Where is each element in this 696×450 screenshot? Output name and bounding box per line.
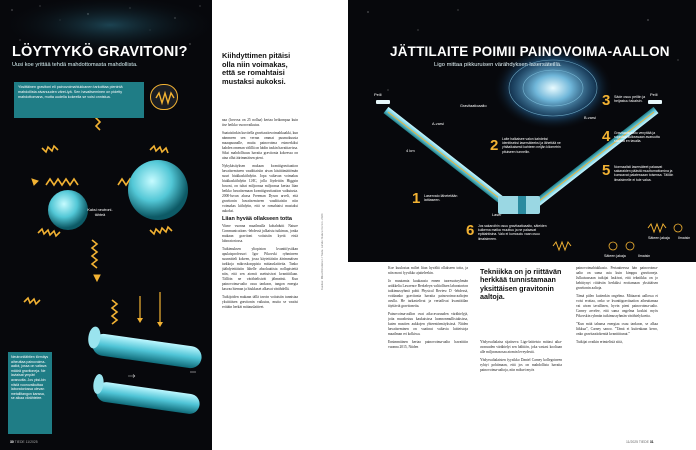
splitter-label: Säteen jakaja [604, 254, 626, 258]
step-3-text: Säde osuu peiliin ja heijastuu takaisin. [614, 95, 646, 104]
left-col-para: Viime vuonna maailmalla kohahdutti Nature Communications -lehdessä julkaistu tutkimus, jonka mukaan gravitoni voitaisiin kyetä etsiä laboratoriossa. [222, 224, 298, 243]
intro-text: Yksittäinen gravitoni eli painovoimahiukkanen tarkoittaa pienintä mahdollista aivanuuden värei-lyä. Sen havaitseminen on pidetty mahdottomana, mutta uudella kokeella se voisi onnistua. [18, 85, 123, 99]
right-footer [626, 440, 654, 444]
step-1-text: Laservalo lähetetään lattiaseen. [424, 194, 458, 203]
right-col-para: Painovoima-aallon ovat aika-avaruuden värähtelyjä, joita muodostuu kaukaisissa luonnonmullistuksissa, kuten mustien aukkojen yhteentörmäyksissä. Niiden havaitseminen on vaatinut valtavia laitteistoja maailman eri kolkissa. [388, 312, 468, 336]
graviton-infographic [0, 0, 212, 450]
mirror-left-label: Peili [374, 92, 382, 97]
page-title: LÖYTYYKÖ GRAVITONI? [12, 44, 188, 60]
right-mag-name: TIEDE [638, 440, 649, 444]
left-issue: 11/2025 [25, 440, 38, 444]
mirror-right-label: Peili [650, 92, 658, 97]
step-1-number: 1 [412, 190, 421, 207]
left-col-para: naa (lorvosa on 25 nollaa) kertaa heikompaa kuin itse heikko vuorovaikutus. [222, 118, 298, 127]
step-6-text: Jos sakaroihin osuu gravitaatioaalto, säteiden kulkema matka muuttuu ja ne palaavat epätahtisina. Valo ei kumoudu vaan osuu ilmaisimeen. [478, 224, 547, 241]
step-5-number: 5 [602, 162, 611, 179]
gw-label: Gravitaatioaalto [460, 104, 487, 108]
ligo-subtitle: Ligo mittaa pikkuruisen värähdyksen lasersäteillä. [434, 62, 562, 68]
arm-a-label: A-varsi [432, 122, 444, 126]
page-subtitle: Uusi koe yrittää tehdä mahdottomasta mahdollista. [12, 62, 138, 68]
left-col-para: Saataisiinkin kuvitella gravitaatiovoimahkaakki, kun nämmeen sen verran ommat puumokuusta maaapuunalle, mutta painovoima esimerkiksi kahden omenan välillä on hädin tuskin havaittavissa. Siksi mahdollisuus havaita gravitonia kokeessa on aina ollut äärimmäisen pieni. [222, 131, 298, 160]
intro-box [14, 82, 144, 118]
neutron-text: Neutronitähtien törmäys aiheuttaa painovoima-aallot, jossa on valtava määrä gravitoneja. Ne laviaisat ympäri avaruutta. Jos yksi-kin niistä vuorovaikuttaa laboratoriossa olevan metallitangon kanssa, se aikaa värähtelee. [11, 355, 49, 401]
right-col-para: Yhdysvaltalaisten fyysikko Daniel Carney kollegoineen ryhtyi pohtimaan, että jos on mahdollista havaita painovoima-aaltoja, niin miksei myös [480, 358, 562, 372]
left-pullquote: Kiihdyttimen pitäisi olla niin voimakas, että se romahtaisi mustaksi aukoksi. [222, 51, 291, 86]
graviton-wave-icon [150, 84, 178, 110]
arm-b-label: B-varsi [584, 116, 596, 120]
stars-label: Kaksi neutroni-tähteä [87, 208, 113, 217]
right-col-para: ”Kun mitä tahansa energiaa osuu tankoon, se alkaa liikkua”, Carney sanoo. ”Tämä ei kuitenkaan kerro, onko gravitaatiokenttä kvanttittunut.” [576, 322, 658, 336]
right-col-para: painovoimahiukkasia. Periaatteessa hän painovoima-aalto on sama asia kuin kimppu gravitoneja. Julkaisussaan tutkijat laskivat, että tekniikka on jo kehittynyt riittävän herkäksi erottamaan yksittäisen gravitonin aaltoja. [576, 266, 658, 290]
right-pullquote: Tekniikka on jo riittävän herkkää tunnistamaan yksittäisen gravitonin aaltoja. [480, 267, 562, 302]
step-5-text: Normaalisti lasersäteet palaavat sakaraiden päästä muuttumattomina ja kumoavat palatessaan toisensa. Tällöin ilmaisimelle ei tule valoa. [614, 165, 674, 182]
right-col-para: Koe kuulostaa miltei liian hyvältä ollakseen totta, ja niin moni fyysikko ajatteleekin. [388, 266, 468, 275]
arm-length-label: 4 km [406, 148, 415, 153]
step-2-text: Laite halkaisee valon kahdeksi identtiseksi lasersäteeksi ja lähettää ne yhtäaikaisesti kahteen neljän kilometrin pituiseen tunneliin. [502, 137, 561, 154]
step-3-number: 3 [602, 92, 611, 109]
right-col-para: Tämä piileo kuitenkin ongelma. Mittaavat aallossa ei voisi erottaa, onko se kvanttigravitaation aiheuttamaa vai aivan tavallinen, hyvin pieni painovoima-aalto. Carney arvelee, että sama ongelma koskisi myös Pikovskin ryhmän tutkimusryhmän värähtelykoetta. [576, 294, 658, 318]
left-footer [10, 440, 38, 444]
detector-label-b: Ilmaisin [678, 236, 691, 240]
image-credits: Kuvitus: Mika Riiheläinen / Tiede. Lähde: Nature Comm. 2024 [320, 213, 324, 290]
right-column-2 [480, 340, 562, 442]
right-col-para: Yhdysvaltalaisa sijaitseva Ligo-laitteisto mittasi aika-avaruuden värähtelyt sen hälttiön, joka vastasi kooltaan alle miljoonasosaa atomin leveydestä. [480, 340, 562, 354]
splitter-label-b: Säteen jakaja [648, 236, 670, 240]
right-issue: 11/2025 [626, 440, 639, 444]
right-page-number: 31 [649, 440, 654, 444]
left-column-1 [222, 118, 298, 446]
step-4-text: Gravitaatioaalto venyttää ja supistaa kulkeasaan avaruutta sakaria en tavalla. [614, 131, 660, 144]
left-col-para: Tutkimuksen yliopiston kvanttifysiikan apulaisprofessori Igor Pikovski ryhmineen suunnitteli kokeen, jossa käytettäisiin äärimmäisen tarkkoja mikroskooppisia mittauslaitteita. Tanko jäähdytettäisiin lähelle absoluuttista nollapistettä niin, että sen atomit asettuisivat kvanttitilaan. Tällöin ne värähtelisivät jähmeästi. Kun painovoima-aalto osuu tankoon, tangon energia kasvaa hieman ja hiukkaset alkavat värähdellä. [222, 247, 298, 291]
right-column-3 [576, 266, 658, 442]
step-2-number: 2 [490, 137, 499, 154]
left-col-para: Tutkijoiden mukaan tällä tavoin voitaisiin tunnistaa yksittäisen gravitonin vaikutus, mutta se vaatisi erittäin herkät mittauslaitteet. [222, 295, 298, 309]
step-4-number: 4 [602, 128, 611, 145]
laser-label: Laser [492, 213, 502, 217]
ligo-infographic [348, 0, 696, 262]
right-col-para: Jo muutamia kuukausia ennen tuoreuaisryhmän artikkelia Lawrence Berkeleyn valtiollisen laboratorion tutkimusryhmä pohti Physical Review D -lehdessä, voidaanko gravitonia havaita painovoima-aaltojen avulla. He tarkastelivat ja vertailivat kvanttitilan täyttäviä gravitoneita. [388, 279, 468, 308]
right-page [348, 0, 696, 450]
neutron-box [8, 352, 52, 434]
step-6-number: 6 [466, 222, 475, 239]
right-col-para: Ensimmäinen kertaa painovoima-aalto havaittiin vuonna 2015, Niiden [388, 340, 468, 349]
ligo-title: JÄTTILAITE POIMII PAINOVOIMA-AALLON [390, 44, 670, 59]
left-col-para: Nykykäsityksen mukaan kvanttigravitaation havaitsemiseen vaadittaisiin aivan käsittämättömän suuri hiukkaskiihdytin. Jopa valtavan voimakas hiukkaskiihdytin LHC, jolla löydettiin Higgsin bosoni, on tuhat miljoonaa miljoonaa kertaa liian heikko havaitsemaan kvanttigravitaation vaikutusta. 2000-luvun alussa Freeman Dyson arveli, että gravitonin havaitsemiseen vaadittaisiin niin voimakas kiihdytin, että se romahtaisi mustaksi aukoksi. [222, 164, 298, 213]
right-col-para: Tutkijat ovatkin erimielisiä siitä, [576, 340, 623, 344]
left-page-number: 30 [10, 440, 14, 444]
left-subheading: Liian hyvää ollakseen totta [222, 216, 292, 222]
left-mag-name: TIEDE [14, 440, 25, 444]
right-column-1 [388, 266, 468, 442]
detector-label: Ilmaisin [638, 254, 651, 258]
